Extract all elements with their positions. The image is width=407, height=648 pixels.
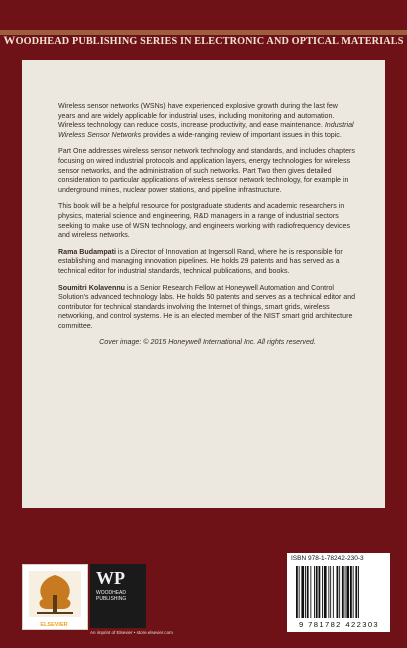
isbn-digits: 9 781782 422303: [298, 620, 380, 629]
barcode-stripe: [301, 566, 304, 618]
barcode-stripe: [299, 566, 300, 618]
barcode-stripe: [333, 566, 334, 618]
wp-name: [96, 590, 126, 602]
elsevier-tree-icon: [23, 565, 87, 621]
author-1-name: Rama Budampati: [58, 247, 116, 256]
paragraph-intro: [58, 102, 357, 140]
paragraph-parts: Part One addresses wireless sensor network technology and standards, and includes chapters focusing on wired industrial protocols and application layers, energy technologies for wireless sensor networks, and the administration of such networks. Part Two then gives detailed consideration to particular applications of wireless sensor network technology, for example in underground mines, nuclear power stations, and pipeline infrastructure.: [58, 147, 355, 194]
elsevier-wordmark: ELSEVIER: [40, 622, 68, 628]
paragraph-audience: This book will be a helpful resource for postgraduate students and academic researchers in physics, material science and engineering, R&D managers in a range of industrial sectors seeking to make use of WSN technology, and engineers working with radiofrequency devices and wireless networks.: [58, 202, 351, 240]
barcode-stripe: [324, 566, 327, 618]
barcode-stripe: [322, 566, 323, 618]
paragraph-author-1: [58, 248, 357, 277]
series-word: OODHEAD: [15, 36, 70, 47]
author-2-bio: is a Senior Research Fellow at Honeywell Automation and Control Solution's advanced technology labs. He holds 50 patents and serves as a technical editor and contributor for technical standards involving the Internet of things, smart grids, wireless networking, and control systems. He is an elected member of the NIST smart grid architecture committee.: [58, 283, 356, 330]
author-2-name: Soumitri Kolavennu: [58, 283, 126, 292]
barcode-stripe: [310, 566, 311, 618]
cover-credit: Cover image: © 2015 Honeywell International Inc. All rights reserved.: [99, 338, 316, 347]
imprint-line: An imprint of Elsevier • store.elsevier.com: [90, 630, 173, 635]
barcode-stripe: [342, 566, 344, 618]
barcode-stripe: [358, 566, 359, 618]
barcode-stripe: [350, 566, 352, 618]
barcode-stripe: [316, 566, 318, 618]
wp-name-line-2: PUBLISHING: [96, 596, 127, 602]
barcode-stripe: [307, 566, 309, 618]
barcode-stripe: [346, 566, 349, 618]
book-title-italic: Industrial Wireless Sensor Networks: [58, 121, 354, 139]
barcode-stripe: [296, 566, 298, 618]
barcode-stripe: [330, 566, 331, 618]
series-initial: W: [3, 33, 16, 47]
barcode-stripe: [319, 566, 321, 618]
barcode-stripe: [353, 566, 354, 618]
barcode-stripe: [355, 566, 357, 618]
paragraph-author-2: [58, 284, 357, 332]
intro-text-b: provides a wide-ranging review of important issues in this topic.: [141, 130, 342, 139]
wp-name-line-1: WOODHEAD: [96, 590, 126, 596]
barcode-stripe: [339, 566, 340, 618]
wp-letters: WP: [96, 568, 125, 588]
barcode-stripe: [314, 566, 315, 618]
barcode-icon: [296, 566, 384, 618]
barcode-stripe: [345, 566, 346, 618]
elsevier-logo: [22, 564, 88, 630]
barcode-stripe: [305, 566, 306, 618]
author-1-bio: is a Director of Innovation at Ingersoll Rand, where he is responsible for establishing and managing innovation pipelines. He holds 29 patents and has served as a technical editor for industrial standards, technical publications, and books.: [58, 247, 343, 275]
isbn-label: ISBN 978-1-78242-230-3: [291, 555, 364, 562]
intro-text-a: Wireless sensor networks (WSNs) have experienced explosive growth during the last few years and are widely applicable for industrial uses, including monitoring and automation. Wireless technology can reduce costs, increase productivity, and ease maintenance.: [58, 102, 338, 130]
series-rest: PUBLISHING SERIES IN ELECTRONIC AND OPTICAL MATERIALS: [69, 36, 404, 47]
barcode-stripe: [328, 566, 329, 618]
barcode-stripe: [337, 566, 339, 618]
blurb: [58, 102, 357, 355]
series-title: [0, 33, 407, 48]
